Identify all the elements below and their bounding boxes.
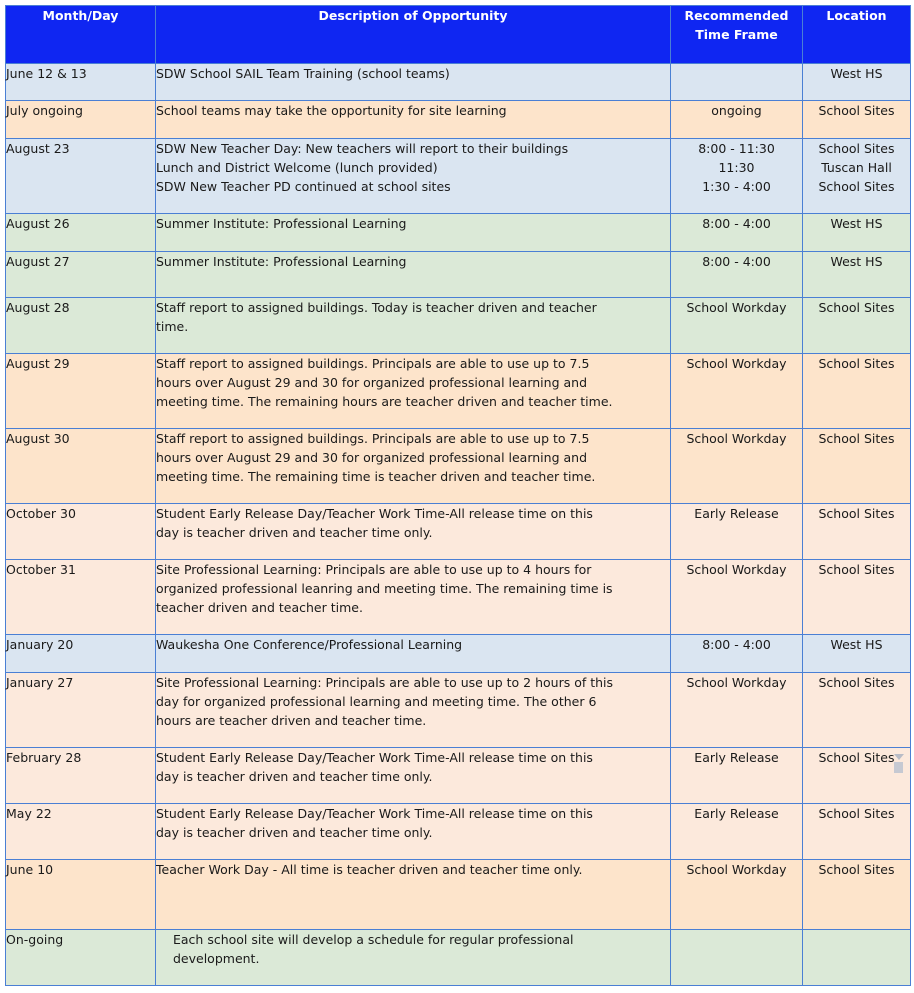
location-cell — [803, 429, 911, 504]
description-line: Student Early Release Day/Teacher Work Time-All release time on this — [156, 806, 593, 821]
time-frame-cell — [671, 748, 803, 804]
header-time-frame — [671, 6, 803, 64]
time-frame-cell — [671, 429, 803, 504]
location-line: School Sites — [818, 506, 895, 521]
location-line: School Sites — [818, 675, 895, 690]
description-line: hours over August 29 and 30 for organized professional learning and — [156, 450, 588, 465]
description-cell — [156, 504, 671, 560]
time-frame-cell — [671, 673, 803, 748]
date-cell: June 12 & 13 — [6, 64, 156, 101]
description-cell — [156, 804, 671, 860]
scroll-arrow-icon[interactable] — [892, 752, 905, 776]
description-line: time. — [156, 319, 189, 334]
description-line: day is teacher driven and teacher time only. — [156, 769, 433, 784]
header-location: Location — [803, 6, 911, 64]
description-line: SDW School SAIL Team Training (school teams) — [156, 66, 450, 81]
scrollbar-thumb[interactable] — [894, 762, 903, 773]
time-frame-line: 8:00 - 11:30 — [698, 141, 775, 156]
location-line: School Sites — [818, 179, 895, 194]
table-row — [6, 252, 911, 298]
date-cell: January 27 — [6, 673, 156, 748]
description-line: hours are teacher driven and teacher time. — [156, 713, 427, 728]
location-line: West HS — [830, 254, 883, 269]
location-cell — [803, 298, 911, 354]
description-cell — [156, 860, 671, 930]
schedule-table — [5, 5, 911, 986]
time-frame-cell — [671, 635, 803, 673]
time-frame-cell — [671, 64, 803, 101]
table-row — [6, 804, 911, 860]
date-cell: February 28 — [6, 748, 156, 804]
table-row — [6, 504, 911, 560]
description-line: Student Early Release Day/Teacher Work Time-All release time on this — [156, 750, 593, 765]
location-line: School Sites — [818, 356, 895, 371]
description-line: day is teacher driven and teacher time only. — [156, 825, 433, 840]
description-cell — [156, 101, 671, 139]
location-cell — [803, 560, 911, 635]
time-frame-line: Early Release — [694, 506, 779, 521]
location-cell — [803, 252, 911, 298]
description-line: meeting time. The remaining hours are teacher driven and teacher time. — [156, 394, 613, 409]
description-line: Staff report to assigned buildings. Principals are able to use up to 7.5 — [156, 431, 590, 446]
description-cell — [156, 298, 671, 354]
table-row — [6, 673, 911, 748]
time-frame-line: School Workday — [686, 356, 787, 371]
time-frame-line: Early Release — [694, 750, 779, 765]
location-line: West HS — [830, 66, 883, 81]
time-frame-line: 8:00 - 4:00 — [702, 254, 771, 269]
table-body — [6, 64, 911, 986]
location-line: School Sites — [818, 862, 895, 877]
description-cell — [156, 139, 671, 214]
description-line: Student Early Release Day/Teacher Work Time-All release time on this — [156, 506, 593, 521]
description-cell — [156, 748, 671, 804]
chevron-down-icon[interactable] — [894, 754, 904, 760]
description-cell — [156, 64, 671, 101]
time-frame-cell — [671, 930, 803, 986]
time-frame-line: 8:00 - 4:00 — [702, 216, 771, 231]
table-row — [6, 748, 911, 804]
time-frame-cell — [671, 101, 803, 139]
location-line: School Sites — [818, 300, 895, 315]
description-line: Staff report to assigned buildings. Principals are able to use up to 7.5 — [156, 356, 590, 371]
description-line: Lunch and District Welcome (lunch provided) — [156, 160, 438, 175]
time-frame-line: 11:30 — [718, 160, 755, 175]
location-cell — [803, 214, 911, 252]
location-line: School Sites — [818, 103, 895, 118]
time-frame-cell — [671, 139, 803, 214]
description-cell — [156, 635, 671, 673]
description-line: SDW New Teacher Day: New teachers will report to their buildings — [156, 141, 569, 156]
location-line: School Sites — [818, 141, 895, 156]
description-line: Teacher Work Day - All time is teacher driven and teacher time only. — [156, 862, 583, 877]
location-line: School Sites — [818, 431, 895, 446]
location-cell — [803, 635, 911, 673]
date-cell: July ongoing — [6, 101, 156, 139]
description-line: Site Professional Learning: Principals are able to use up to 4 hours for — [156, 562, 592, 577]
header-description: Description of Opportunity — [156, 6, 671, 64]
table-row — [6, 930, 911, 986]
header-time-frame-line2: Time Frame — [695, 27, 778, 42]
location-line: School Sites — [818, 750, 895, 765]
time-frame-cell — [671, 860, 803, 930]
time-frame-cell — [671, 560, 803, 635]
location-line: School Sites — [818, 806, 895, 821]
description-line: Summer Institute: Professional Learning — [156, 254, 407, 269]
description-line: Summer Institute: Professional Learning — [156, 216, 407, 231]
header-time-frame-line1: Recommended — [684, 8, 789, 23]
time-frame-cell — [671, 354, 803, 429]
date-cell: June 10 — [6, 860, 156, 930]
time-frame-line: School Workday — [686, 300, 787, 315]
description-line: day for organized professional learning and meeting time. The other 6 — [156, 694, 597, 709]
location-cell — [803, 101, 911, 139]
table-row — [6, 354, 911, 429]
date-cell: August 29 — [6, 354, 156, 429]
date-cell: August 28 — [6, 298, 156, 354]
date-cell: May 22 — [6, 804, 156, 860]
description-cell — [156, 560, 671, 635]
table-row — [6, 860, 911, 930]
description-line: meeting time. The remaining time is teacher driven and teacher time. — [156, 469, 596, 484]
location-cell — [803, 673, 911, 748]
date-cell: August 27 — [6, 252, 156, 298]
description-line: Each school site will develop a schedule for regular professional — [173, 932, 574, 947]
location-line: West HS — [830, 637, 883, 652]
time-frame-cell — [671, 214, 803, 252]
location-cell — [803, 930, 911, 986]
time-frame-line: Early Release — [694, 806, 779, 821]
table-row — [6, 64, 911, 101]
time-frame-line: School Workday — [686, 431, 787, 446]
description-line: hours over August 29 and 30 for organized professional learning and — [156, 375, 588, 390]
table-row — [6, 560, 911, 635]
time-frame-line: School Workday — [686, 862, 787, 877]
description-line: Site Professional Learning: Principals are able to use up to 2 hours of this — [156, 675, 614, 690]
location-cell — [803, 504, 911, 560]
location-line: West HS — [830, 216, 883, 231]
time-frame-line: ongoing — [711, 103, 762, 118]
time-frame-cell — [671, 804, 803, 860]
header-row — [6, 6, 911, 64]
description-line: Waukesha One Conference/Professional Learning — [156, 637, 463, 652]
date-cell: August 23 — [6, 139, 156, 214]
location-cell — [803, 354, 911, 429]
time-frame-cell — [671, 252, 803, 298]
table-row — [6, 429, 911, 504]
description-cell — [156, 930, 671, 986]
location-cell — [803, 64, 911, 101]
date-cell: On-going — [6, 930, 156, 986]
time-frame-cell — [671, 504, 803, 560]
location-cell — [803, 804, 911, 860]
description-cell — [156, 252, 671, 298]
description-line: day is teacher driven and teacher time only. — [156, 525, 433, 540]
date-cell: January 20 — [6, 635, 156, 673]
time-frame-cell — [671, 298, 803, 354]
location-cell — [803, 860, 911, 930]
description-cell — [156, 673, 671, 748]
table-row — [6, 101, 911, 139]
description-line: SDW New Teacher PD continued at school sites — [156, 179, 451, 194]
table-row — [6, 298, 911, 354]
description-line: School teams may take the opportunity for site learning — [156, 103, 507, 118]
location-line: School Sites — [818, 562, 895, 577]
time-frame-line: School Workday — [686, 562, 787, 577]
date-cell: August 26 — [6, 214, 156, 252]
location-cell — [803, 139, 911, 214]
description-line: organized professional leanring and meeting time. The remaining time is — [156, 581, 613, 596]
date-cell: October 30 — [6, 504, 156, 560]
date-cell: August 30 — [6, 429, 156, 504]
header-month-day: Month/Day — [6, 6, 156, 64]
description-line: development. — [173, 951, 260, 966]
description-cell — [156, 429, 671, 504]
table-header — [6, 6, 911, 64]
date-cell: October 31 — [6, 560, 156, 635]
table-row — [6, 635, 911, 673]
table-row — [6, 214, 911, 252]
description-line: teacher driven and teacher time. — [156, 600, 363, 615]
description-line: Staff report to assigned buildings. Today is teacher driven and teacher — [156, 300, 597, 315]
location-line: Tuscan Hall — [821, 160, 892, 175]
description-cell — [156, 354, 671, 429]
time-frame-line: 8:00 - 4:00 — [702, 637, 771, 652]
description-cell — [156, 214, 671, 252]
time-frame-line: 1:30 - 4:00 — [702, 179, 771, 194]
time-frame-line: School Workday — [686, 675, 787, 690]
table-row — [6, 139, 911, 214]
